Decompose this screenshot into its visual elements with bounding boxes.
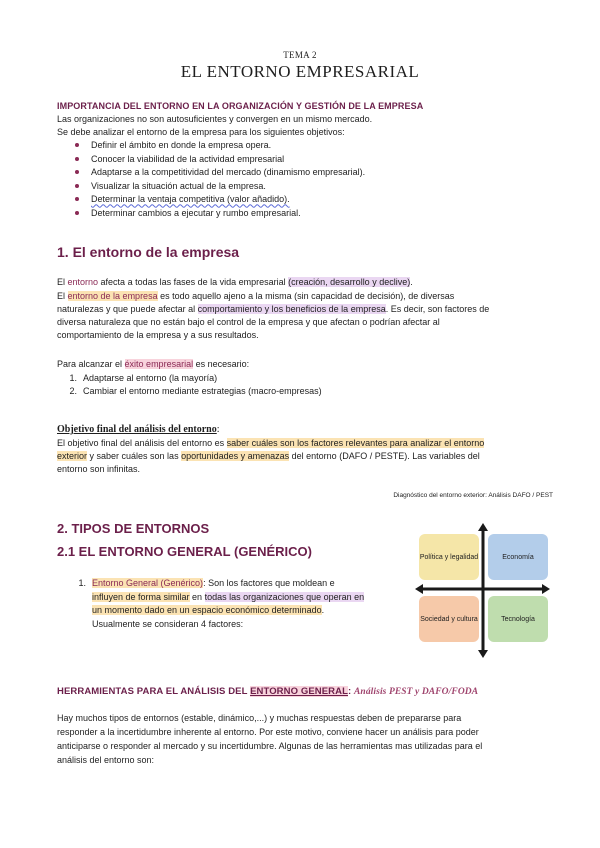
highlight-oportunidades: oportunidades y amenazas [181,451,290,461]
objective-item: Adaptarse a la competitividad del mercado (dinamismo empresarial). [72,166,365,180]
highlight-phases: (creación, desarrollo y declive) [288,277,411,287]
objective-item: Determinar cambios a ejecutar y rumbo empresarial. [72,207,365,221]
arrow-right-icon [542,584,550,594]
objective-item: Visualizar la situación actual de la empresa. [72,180,365,194]
highlight-comportamiento: comportamiento y los beneficios de la empresa [197,304,386,314]
objective-item: Definir el ámbito en donde la empresa opera. [72,139,365,153]
figure-caption: Diagnóstico del entorno exterior: Análisis DAFO / PEST [393,492,553,499]
arrow-up-icon [478,523,488,531]
objective-item: Conocer la viabilidad de la actividad empresarial [72,153,365,167]
paragraph-objetivo: El objetivo final del análisis del entorno es saber cuáles son los factores relevantes para analizar el entorno exterior y saber cuáles son las oportunidades y amenazas del entorno (DAFO / PESTE). Las variables del entorno son infinitas. [57,438,485,474]
herramientas-heading: HERRAMIENTAS PARA EL ANÁLISIS DEL ENTORNO GENERAL: Análisis PEST y DAFO/FODA [57,686,479,697]
quadrant-sociedad: Sociedad y cultura [419,596,479,642]
highlight-exito: éxito empresarial [124,359,194,369]
page-title: EL ENTORNO EMPRESARIAL [180,62,420,81]
paragraph-entorno: El entorno afecta a todas las fases de la vida empresarial (creación, desarrollo y declive). [57,277,413,287]
section-2-1-heading: 2.1 EL ENTORNO GENERAL (GENÉRICO) [57,544,312,559]
intro-line-1: Las organizaciones no son autosuficientes y convergen en un mismo mercado. [57,114,373,124]
paragraph-herramientas: Hay muchos tipos de entornos (estable, dinámico,...) y muchas respuestas deben de prepararse para responder a la incertidumbre inherente al entorno. Por este motivo, conviene hacer un análisis para poder anticiparse o responder al mercado y su incertidumbre. Algunas de las herramientas mas utilizadas para el análisis del entorno son: [57,713,483,765]
steps-list [57,372,322,397]
paragraph-definition: El entorno de la empresa es todo aquello ajeno a la misma (sin capacidad de decisión), de diversas naturalezas y que puede afectar al comportamiento y los beneficios de la empresa. Es decir, son factores de diversa naturaleza que no están bajo el control de la empresa y que afectan o podrían afectar al comportamiento de la empresa y a sus resultados. [57,291,490,340]
highlight-factores: saber cuáles son los factores relevantes para analizar el entorno [226,438,485,448]
section-2-heading: 2. TIPOS DE ENTORNOS [57,521,210,536]
intro-line-2: Se debe analizar el entorno de la empresa para los siguientes objetivos: [57,127,345,137]
importance-heading: IMPORTANCIA DEL ENTORNO EN LA ORGANIZACIÓN Y GESTIÓN DE LA EMPRESA [57,101,424,111]
pest-diagram [415,523,550,658]
keyword-entorno-empresa: entorno de la empresa [67,291,158,301]
quadrant-economia: Economía [488,534,548,580]
quadrant-tecnologia: Tecnología [488,596,548,642]
quadrant-politica: Política y legalidad [419,534,479,580]
keyword-entorno: entorno [67,277,99,287]
list-item: 1. Adaptarse al entorno (la mayoría) [69,373,218,383]
keyword-entorno-general: Entorno General (Genérico) [92,578,204,588]
objetivo-heading: Objetivo final del análisis del entorno: [57,424,220,435]
list-item: 2. Cambiar el entorno mediante estrategias (macro-empresas) [69,385,322,396]
topic-number: TEMA 2 [283,50,317,60]
entorno-general-item: 1. Entorno General (Genérico): Son los factores que moldean e influyen de forma similar en todas las organizaciones que operan en un momento dado en un espacio económico determinado. Usualmente se consideran 4 factores: [78,578,365,629]
highlight-entorno-general: ENTORNO GENERAL [250,686,348,697]
arrow-down-icon [478,650,488,658]
objectives-list [72,139,365,221]
arrow-left-icon [415,584,423,594]
section-1-heading: 1. El entorno de la empresa [57,244,240,260]
paragraph-exito: Para alcanzar el éxito empresarial es necesario: [57,359,250,369]
objective-item: Determinar la ventaja competitiva (valor añadido). [72,193,365,207]
